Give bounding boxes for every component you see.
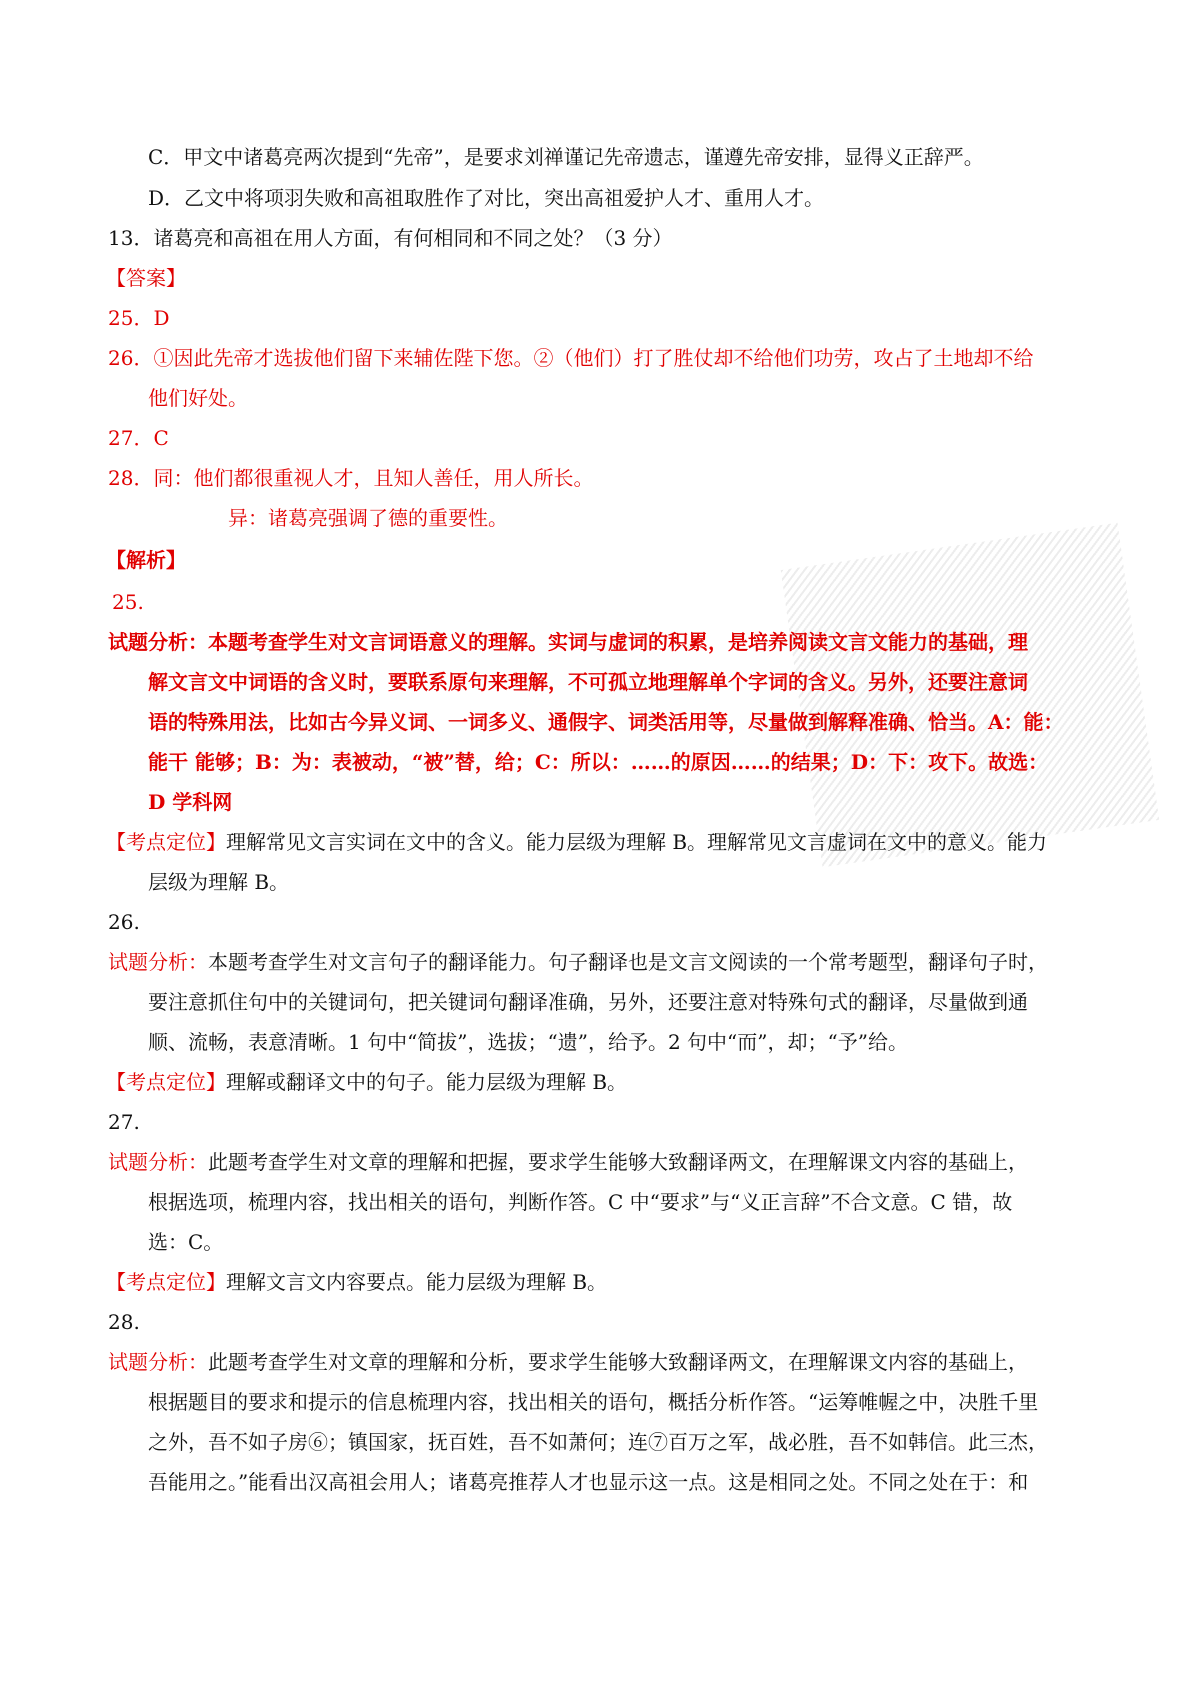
s25-number: 25. [112, 590, 144, 614]
question-13: 13．诸葛亮和高祖在用人方面，有何相同和不同之处？（3 分） [108, 226, 673, 250]
s27-line1 [108, 1148, 1028, 1176]
s26-number: 26. [108, 910, 140, 934]
kaodian-label: 【考点定位】 [106, 830, 226, 854]
s27-line3: 选：C。 [148, 1230, 224, 1254]
analysis-text: 此题考查学生对文章的理解和把握，要求学生能够大致翻译两文，在理解课文内容的基础上， [208, 1150, 1028, 1174]
s26-line3: 顺、流畅，表意清晰。1 句中“简拔”，选拔；“遗”，给予。2 句中“而”，却；“予”给。 [148, 1030, 908, 1054]
analysis-label: 试题分析： [108, 1150, 208, 1174]
s27-line2: 根据选项，梳理内容，找出相关的语句，判断作答。C 中“要求”与“义正言辞”不合文意。C 错，故 [148, 1190, 1013, 1214]
option-c: C．甲文中诸葛亮两次提到“先帝”，是要求刘禅谨记先帝遗志，谨遵先帝安排，显得义正辞严。 [148, 145, 984, 169]
answer-26-line2: 他们好处。 [148, 386, 248, 410]
analysis-text: 此题考查学生对文章的理解和分析，要求学生能够大致翻译两文，在理解课文内容的基础上， [208, 1350, 1028, 1374]
s25-kaodian [106, 828, 1047, 856]
answer-28-line2: 异：诸葛亮强调了德的重要性。 [228, 506, 508, 530]
s25-line2: 解文言文中词语的含义时，要联系原句来理解，不可孤立地理解单个字词的含义。另外，还要注意词 [148, 670, 1028, 694]
s25-line1: 试题分析：本题考查学生对文言词语意义的理解。实词与虚词的积累，是培养阅读文言文能力的基础，理 [108, 630, 1028, 654]
s25-line5: D 学科网 [148, 790, 233, 814]
answer-28-line1: 28．同：他们都很重视人才，且知人善任，用人所长。 [108, 466, 594, 490]
s25-kaodian-line2: 层级为理解 B。 [148, 870, 290, 894]
kaodian-text: 理解或翻译文中的句子。能力层级为理解 B。 [226, 1070, 628, 1094]
s28-line2: 根据题目的要求和提示的信息梳理内容，找出相关的语句，概括分析作答。“运筹帷幄之中，决胜千里 [148, 1390, 1039, 1414]
kaodian-label: 【考点定位】 [106, 1270, 226, 1294]
analysis-label: 试题分析： [108, 1350, 208, 1374]
analysis-header: 【解析】 [106, 548, 186, 572]
kaodian-text: 理解常见文言实词在文中的含义。能力层级为理解 B。理解常见文言虚词在文中的意义。能力 [226, 830, 1048, 854]
kaodian-label: 【考点定位】 [106, 1070, 226, 1094]
answer-25: 25．D [108, 306, 170, 330]
s28-line3: 之外，吾不如子房⑥；镇国家，抚百姓，吾不如萧何；连⑦百万之军，战必胜，吾不如韩信。此三杰， [148, 1430, 1048, 1454]
option-d: D．乙文中将项羽失败和高祖取胜作了对比，突出高祖爱护人才、重用人才。 [148, 186, 825, 210]
s26-line1 [108, 948, 1048, 976]
s26-line2: 要注意抓住句中的关键词句，把关键词句翻译准确，另外，还要注意对特殊句式的翻译，尽量做到通 [148, 990, 1028, 1014]
s28-line4: 吾能用之。”能看出汉高祖会用人；诸葛亮推荐人才也显示这一点。这是相同之处。不同之处在于：和 [148, 1470, 1029, 1494]
s27-number: 27. [108, 1110, 140, 1134]
s25-line3: 语的特殊用法，比如古今异义词、一词多义、通假字、词类活用等，尽量做到解释准确、恰当。A：能： [148, 710, 1064, 734]
s26-kaodian [106, 1068, 627, 1096]
s27-kaodian [106, 1268, 607, 1296]
s28-line1 [108, 1348, 1028, 1376]
analysis-text: 本题考查学生对文言句子的翻译能力。句子翻译也是文言文阅读的一个常考题型，翻译句子时， [208, 950, 1048, 974]
analysis-label: 试题分析： [108, 950, 208, 974]
s25-line4: 能干 能够；B：为：表被动，“被”替，给；C：所以：……的原因……的结果；D：下：攻下。故选： [148, 750, 1049, 774]
answer-26-line1: 26．①因此先帝才选拔他们留下来辅佐陛下您。②（他们）打了胜仗却不给他们功劳，攻占了土地却不给 [108, 346, 1034, 370]
answer-27: 27．C [108, 426, 169, 450]
answer-header: 【答案】 [106, 266, 186, 290]
s28-number: 28. [108, 1310, 140, 1334]
kaodian-text: 理解文言文内容要点。能力层级为理解 B。 [226, 1270, 608, 1294]
